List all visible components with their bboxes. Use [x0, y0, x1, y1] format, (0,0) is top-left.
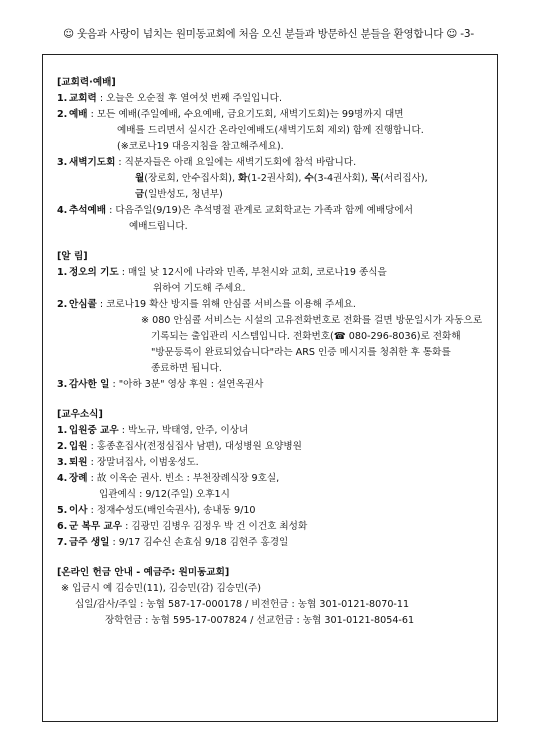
page-header: ☺ 웃음과 사랑이 넘치는 원미동교회에 처음 오신 분들과 방문하신 분들을 환영합니다 ☺ -3-: [63, 28, 474, 40]
list-item: 4. 장례 : 故 이옥순 권사. 빈소 : 부천장례식장 9호실, 입관예식 : 9/12(주일) 오후1시: [57, 473, 280, 500]
offering-account-1: 십일/감사/주일 : 농협 587-17-000178 / 비전헌금 : 농협 301-0121-8070-11: [75, 599, 410, 610]
list-item: 3. 새벽기도회 : 직분자들은 아래 요일에는 새벽기도회에 참석 바랍니다. 월(장로회, 안수집사회), 화(1-2권사회), 수(3-4권사회), 목(서리집사), 금(일반성도, 청년부): [57, 157, 428, 200]
section-title-worship: [교회력·예배]: [57, 77, 116, 88]
list-item: 1. 교회력 : 오늘은 오순절 후 열여섯 번째 주일입니다.: [57, 93, 282, 104]
list-item: 2. 안심콜 : 코로나19 확산 방지를 위해 안심콜 서비스를 이용해 주세요. ※ 080 안심콜 서비스는 시설의 고유전화번호로 전화를 걸면 방문일시가 자동으로 기록되는 출입관리 시스템입니다. 전화번호(☎ 080-296-8036)로 전화해 "방문등록이 완료되었습니다"라는 ARS 인증 메시지를 청취한 후 통화를 종료하면 됩니다.: [57, 299, 483, 374]
list-item: 2. 예배 : 모든 예배(주일예배, 수요예배, 금요기도회, 새벽기도회)는 99명까지 대면 예배를 드리면서 실시간 온라인예배도(새벽기도회 제외) 함께 진행합니다. (※코로나19 대응지침을 참고해주세요).: [57, 109, 424, 152]
section-title-members: [교우소식]: [57, 409, 103, 420]
bulletin-box: [42, 54, 498, 722]
section-title-notice: [알 림]: [57, 251, 88, 262]
list-item: 3. 퇴원 : 장말녀집사, 이범웅성도.: [57, 457, 199, 468]
list-item: 1. 입원중 교우 : 박노규, 박태영, 안주, 이상녀: [57, 425, 249, 436]
list-item: 4. 추석예배 : 다음주일(9/19)은 추석명절 관계로 교회학교는 가족과 함께 예배당에서 예배드립니다.: [57, 205, 413, 232]
list-item: 7. 금주 생일 : 9/17 김수신 손효심 9/18 김현주 홍경일: [57, 537, 289, 548]
bulletin-content: [57, 75, 487, 629]
list-item: 6. 군 복무 교우 : 김광민 김병우 김정우 박 건 이건호 최성화: [57, 521, 308, 532]
list-item: 5. 이사 : 정재수성도(배인숙권사), 송내동 9/10: [57, 505, 256, 516]
offering-account-2: 장학헌금 : 농협 595-17-007824 / 선교헌금 : 농협 301-0121-8054-61: [105, 615, 415, 626]
list-item: 1. 정오의 기도 : 매일 낮 12시에 나라와 민족, 부천시와 교회, 코로나19 종식을 위하여 기도해 주세요.: [57, 267, 387, 294]
list-item: 2. 입원 : 홍종훈집사(전정심집사 남편), 대성병원 요양병원: [57, 441, 302, 452]
offering-note: ※ 입금시 예 김승민(11), 김승민(감) 김승민(주): [61, 583, 262, 594]
section-title-offering: [온라인 헌금 안내 - 예금주: 원미동교회]: [57, 567, 230, 578]
list-item: 3. 감사한 일 : "아하 3분" 영상 후원 : 설연옥권사: [57, 379, 264, 390]
